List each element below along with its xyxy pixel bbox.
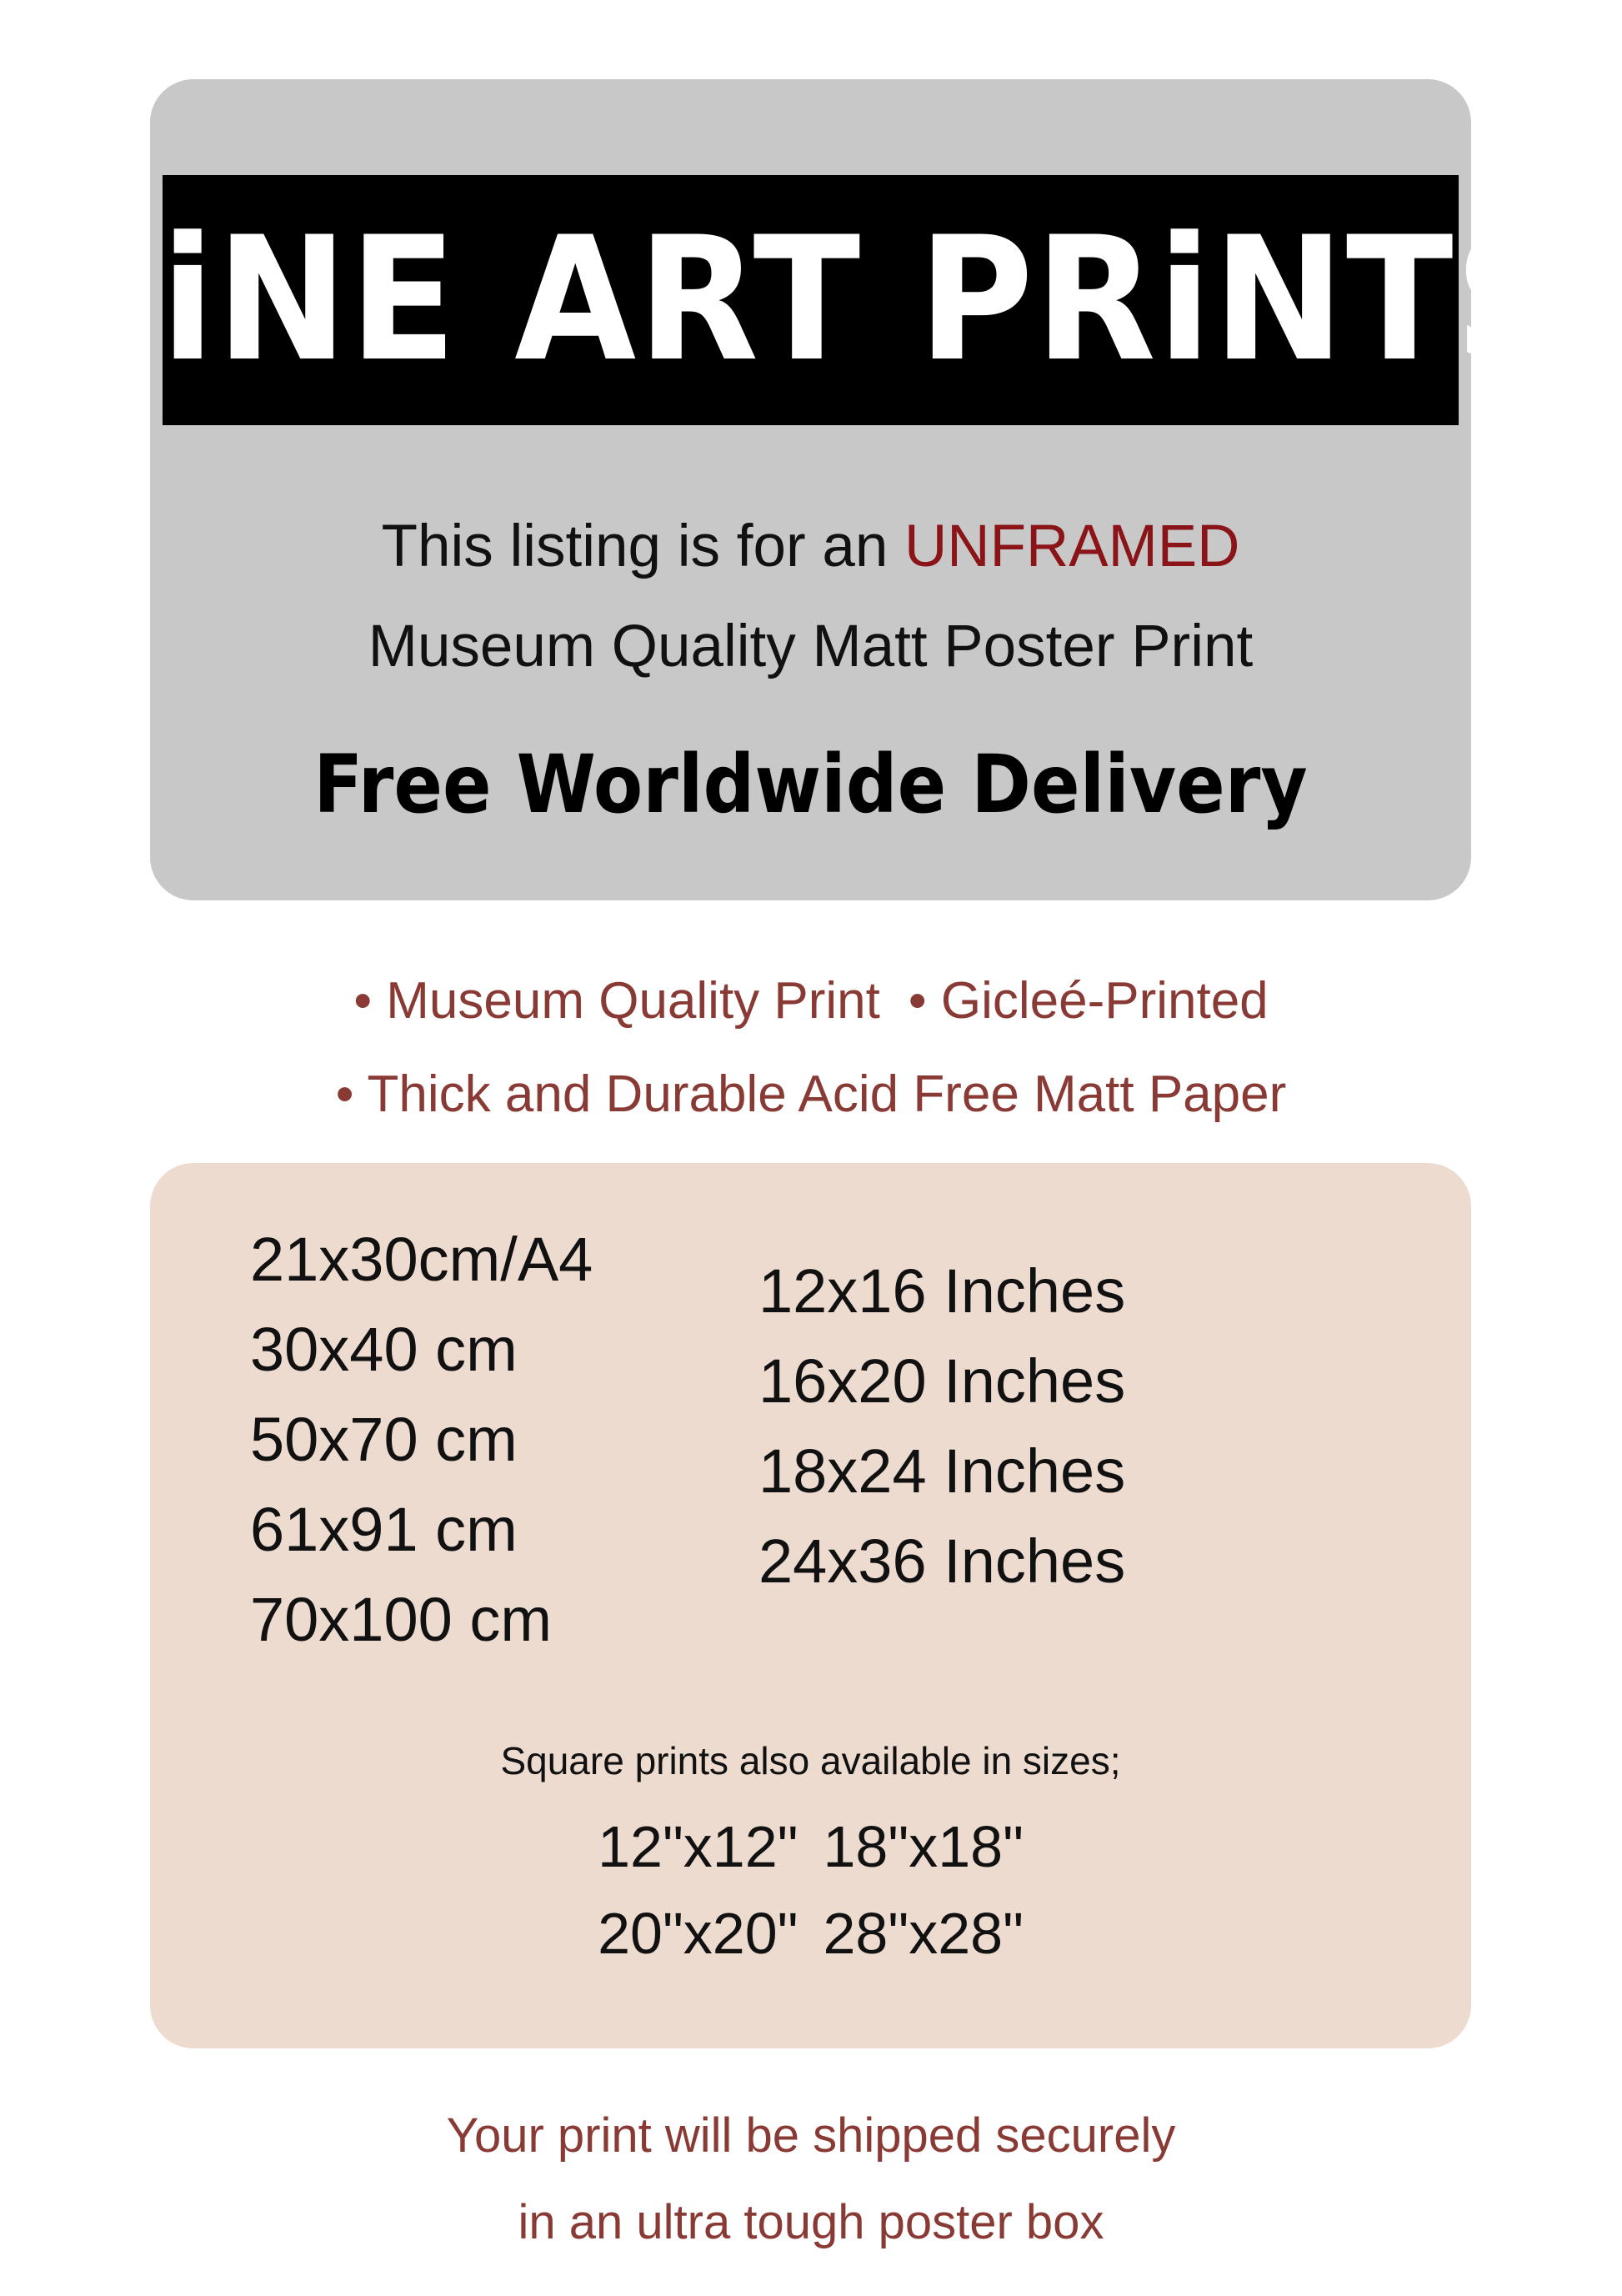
sizes-metric-column [250, 1215, 758, 1665]
list-item: 18x24 Inches [758, 1436, 1126, 1506]
square-size-18x18: 18"x18" [823, 1814, 1024, 1879]
list-item: 21x30cm/A4 [250, 1225, 593, 1294]
header-panel [52, 79, 1569, 900]
list-item: 50x70 cm [250, 1405, 518, 1474]
square-size-12x12: 12"x12" [598, 1814, 798, 1879]
unframed-highlight: UNFRAMED [904, 514, 1240, 579]
listing-subtitle-line2: Museum Quality Matt Poster Print [368, 614, 1254, 679]
feature-museum-quality: • Museum Quality Print [353, 972, 880, 1030]
shipping-note-line2: in an ultra tough poster box [518, 2195, 1104, 2249]
shipping-note-line1: Your print will be shipped securely [446, 2108, 1176, 2163]
title-bar [52, 175, 1569, 425]
square-sizes-row-2 [150, 1890, 1471, 1977]
features-row-1 [0, 955, 1622, 1048]
listing-subtitle-line1 [150, 513, 1471, 580]
sizes-imperial-column [758, 1215, 1342, 1665]
list-item: 16x20 Inches [758, 1346, 1126, 1416]
page-title: FiNE ART PRiNTS [52, 200, 1569, 399]
square-sizes-row-1 [150, 1803, 1471, 1890]
square-size-28x28: 28"x28" [823, 1901, 1024, 1966]
list-item: 30x40 cm [250, 1315, 518, 1384]
sizes-columns [150, 1215, 1471, 1665]
free-delivery-heading: Free Worldwide Delivery [313, 738, 1308, 831]
feature-giclee: • Gicleé-Printed [908, 972, 1269, 1030]
list-item: 24x36 Inches [758, 1526, 1126, 1596]
sizes-panel [150, 1163, 1471, 2048]
shipping-note [0, 2093, 1622, 2266]
list-item: 61x91 cm [250, 1495, 518, 1564]
list-item: 12x16 Inches [758, 1256, 1126, 1326]
features-row-2 [0, 1048, 1622, 1141]
list-item: 70x100 cm [250, 1585, 552, 1654]
features-list [0, 955, 1622, 1141]
square-sizes-note: Square prints also available in sizes; [500, 1739, 1121, 1782]
square-size-20x20: 20"x20" [598, 1901, 798, 1966]
square-sizes-list [150, 1803, 1471, 1977]
subtitle-prefix: This listing is for an [381, 514, 905, 579]
feature-acid-free-paper: • Thick and Durable Acid Free Matt Paper [335, 1065, 1287, 1123]
